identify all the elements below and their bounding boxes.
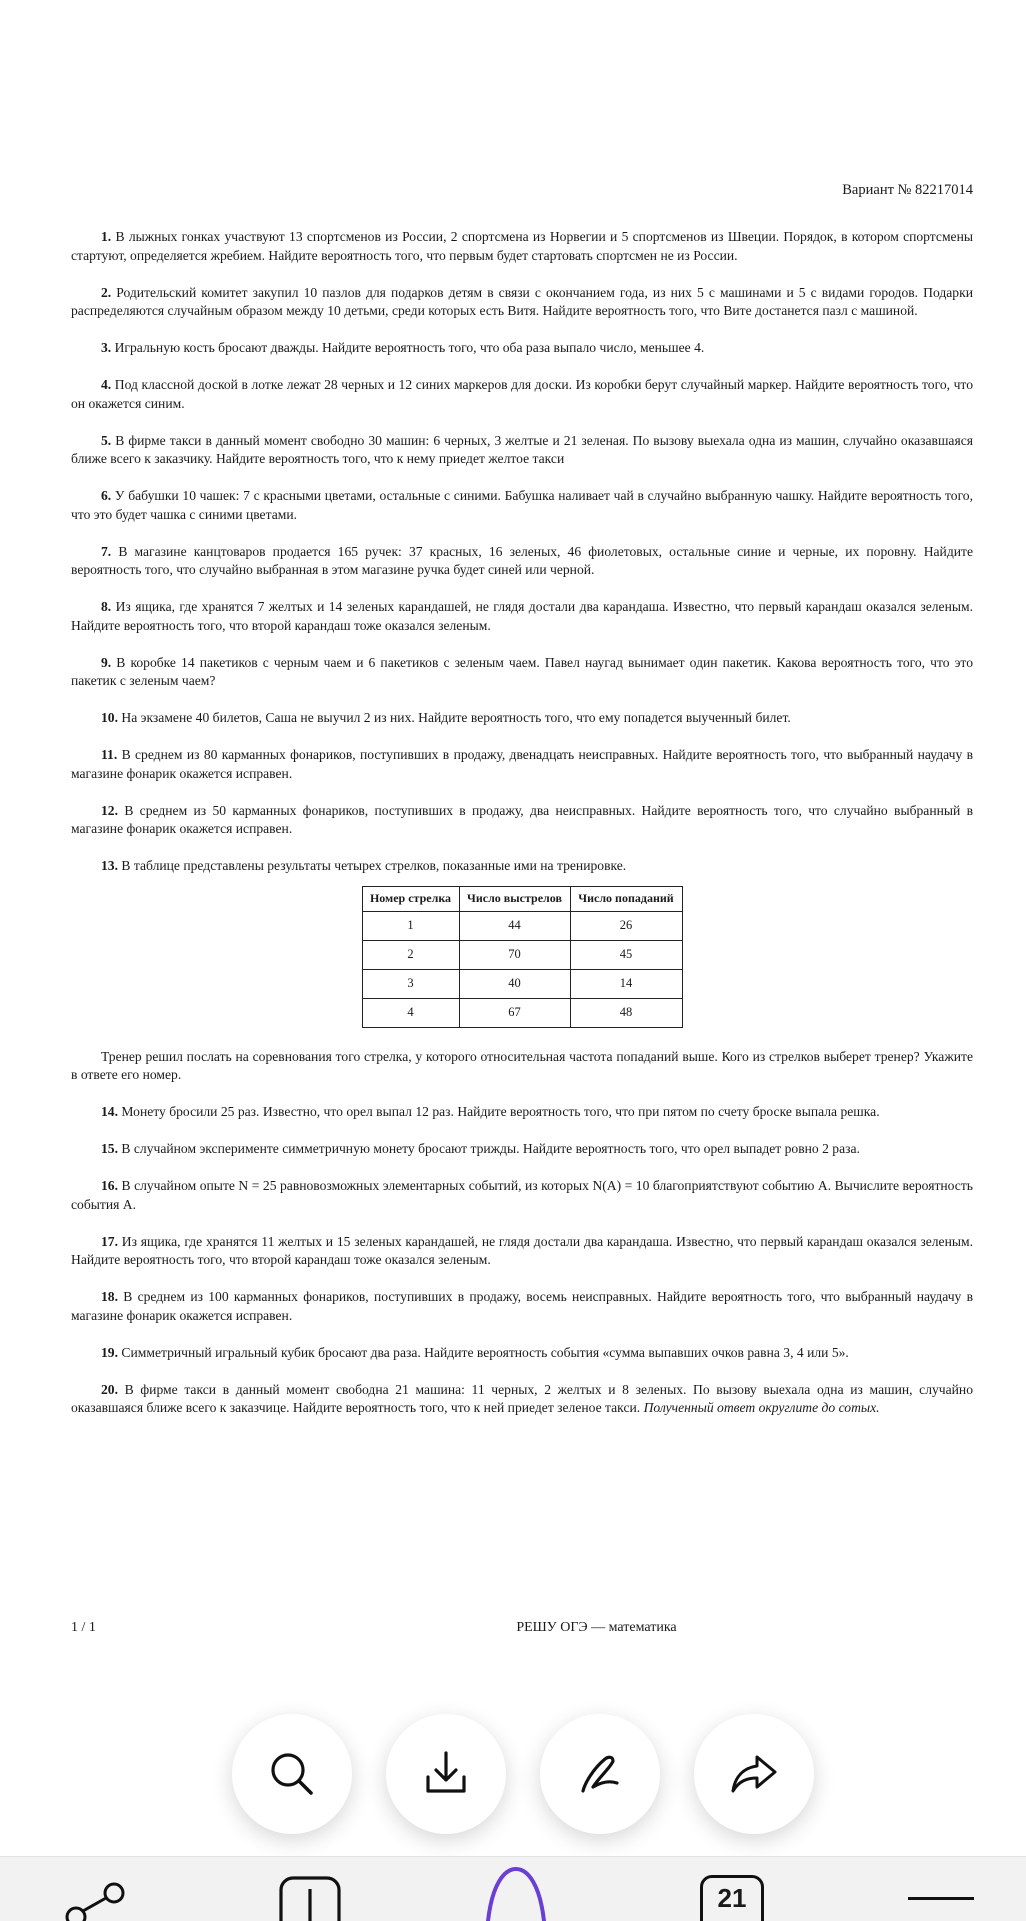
problem-number: 9. — [101, 654, 112, 670]
shooters-table — [362, 886, 683, 1028]
problem-text: В фирме такси в данный момент свободна 21 машина: 11 черных, 2 желтых и 8 зеленых. По вызову выехала одна из машин, случайно оказавшаяся ближе всего к заказчице. Найдите вероятность того, что к ней приедет зеленое такси. — [71, 1381, 973, 1415]
problem-text: На экзамене 40 билетов, Саша не выучил 2 из них. Найдите вероятность того, что ему попадется выученный билет. — [121, 710, 791, 725]
problem-number: 16. — [101, 1178, 118, 1193]
problem-number: 10. — [101, 710, 118, 725]
problem-text: В таблице представлены результаты четырех стрелков, показанные ими на тренировке. — [121, 858, 627, 873]
problem-number: 3. — [101, 340, 112, 355]
problem-text: В фирме такси в данный момент свободно 30 машин: 6 черных, 3 желтые и 21 зеленая. По вызову выехала одна из машин, случайно оказавшаяся ближе всего к заказчику. Найдите вероятность того, что к нему приедет желтое такси — [71, 432, 974, 466]
table-row — [362, 998, 682, 1027]
share-button[interactable] — [694, 1714, 814, 1834]
problem-number: 14. — [101, 1104, 118, 1119]
table-cell: 14 — [570, 969, 682, 998]
table-row — [362, 969, 682, 998]
column-header: Число попаданий — [570, 886, 682, 911]
problem-number: 2. — [101, 284, 112, 300]
problem-number: 13. — [101, 858, 118, 873]
problem-number: 17. — [101, 1233, 118, 1249]
download-icon — [419, 1747, 473, 1801]
problem-text: В магазине канцтоваров продается 165 ручек: 37 красных, 16 зеленых, 46 фиолетовых, остальные синие и черные, их поровну. Найдите вероятность того, что случайно выбранная в этом магазине ручка будет синей или черной. — [71, 543, 973, 577]
table-cell: 40 — [459, 969, 570, 998]
problem-text: Монету бросили 25 раз. Известно, что орел выпал 12 раз. Найдите вероятность того, что при пятом по счету броске выпала решка. — [121, 1104, 880, 1119]
home-icon[interactable] — [484, 1865, 548, 1921]
share-icon — [727, 1747, 781, 1801]
download-button[interactable] — [386, 1714, 506, 1834]
rounding-note: Полученный ответ округлите до сотых. — [643, 1400, 880, 1415]
tabs-counter[interactable] — [700, 1875, 764, 1921]
problem-number: 12. — [101, 802, 118, 818]
problem-7 — [71, 543, 973, 580]
search-icon — [265, 1747, 319, 1801]
problem-18 — [71, 1288, 973, 1325]
problem-3 — [71, 339, 973, 358]
problem-10 — [71, 709, 973, 728]
problem-text: Из ящика, где хранятся 11 желтых и 15 зеленых карандашей, не глядя достали два карандаша. Известно, что первый карандаш оказался зеленым. Найдите вероятность того, что второй карандаш тоже оказался зеленым. — [71, 1233, 973, 1267]
table-cell: 70 — [459, 940, 570, 969]
variant-number: Вариант № 82217014 — [842, 182, 973, 198]
table-cell: 44 — [459, 911, 570, 940]
share-nodes-icon[interactable] — [64, 1879, 128, 1921]
menu-icon[interactable] — [908, 1897, 974, 1900]
table-cell: 2 — [362, 940, 459, 969]
table-cell: 45 — [570, 940, 682, 969]
problem-number: 6. — [101, 488, 112, 503]
action-buttons — [232, 1714, 812, 1834]
tabs-count: 21 — [717, 1883, 747, 1913]
problem-number: 7. — [101, 543, 112, 559]
problem-text: Симметричный игральный кубик бросают два раза. Найдите вероятность события «сумма выпавших очков равна 3, 4 или 5». — [121, 1344, 849, 1360]
table-cell: 67 — [459, 998, 570, 1027]
problem-text: В лыжных гонках участвуют 13 спортсменов из России, 2 спортсмена из Норвегии и 5 спортсменов из Швеции. Порядок, в котором спортсмены стартуют, определяется жребием. Найдите вероятность того, что первым будет стартовать спортсмен не из России. — [71, 229, 973, 263]
pen-button[interactable] — [540, 1714, 660, 1834]
problem-13 — [71, 857, 973, 876]
problem-number: 18. — [101, 1289, 118, 1304]
problem-list — [71, 228, 973, 1436]
column-header: Номер стрелка — [362, 886, 459, 911]
pen-icon — [573, 1747, 627, 1801]
problem-8 — [71, 598, 973, 635]
problem-text: В среднем из 80 карманных фонариков, поступивших в продажу, двенадцать неисправных. Найдите вероятность того, что выбранный наудачу в магазине фонарик окажется исправен. — [71, 747, 974, 781]
add-icon[interactable] — [278, 1875, 342, 1921]
problem-text: В случайном эксперименте симметричную монету бросают трижды. Найдите вероятность того, что орел выпадет ровно 2 раза. — [121, 1141, 860, 1156]
problem-text: Родительский комитет закупил 10 пазлов для подарков детям в связи с окончанием года, из них 5 с машинами и 5 с видами городов. Подарки распределяются случайным образом между 10 детьми, среди которых есть Витя. Найдите вероятность того, что Вите достанется пазл с машиной. — [71, 284, 973, 318]
table-cell: 3 — [362, 969, 459, 998]
problem-number: 11. — [101, 747, 118, 762]
table-row — [362, 940, 682, 969]
problem-20 — [71, 1381, 973, 1418]
problem-17 — [71, 1233, 973, 1270]
problem-number: 15. — [101, 1141, 118, 1156]
problem-number: 4. — [101, 377, 112, 392]
problem-text: В среднем из 100 карманных фонариков, поступивших в продажу, восемь неисправных. Найдите вероятность того, что выбранный наудачу в магазине фонарик окажется исправен. — [71, 1289, 973, 1323]
problem-number: 20. — [101, 1381, 118, 1397]
problem-text: В среднем из 50 карманных фонариков, поступивших в продажу, два неисправных. Найдите вероятность того, что случайно выбранный в магазине фонарик окажется исправен. — [71, 802, 974, 836]
problem-number: 19. — [101, 1344, 118, 1360]
table-cell: 4 — [362, 998, 459, 1027]
problem-11 — [71, 746, 973, 783]
table-header-row — [362, 886, 682, 911]
problem-6 — [71, 487, 973, 524]
problem-text: Под классной доской в лотке лежат 28 черных и 12 синих маркеров для доски. Из коробки берут случайный маркер. Найдите вероятность того, что он окажется синим. — [71, 377, 973, 411]
problem-15 — [71, 1140, 973, 1159]
problem-text: У бабушки 10 чашек: 7 с красными цветами, остальные с синими. Бабушка наливает чай в случайно выбранную чашку. Найдите вероятность того, что это будет чашка с синими цветами. — [71, 488, 974, 522]
problem-number: 8. — [101, 599, 112, 614]
page-counter: 1 / 1 — [71, 1620, 96, 1635]
problem-9 — [71, 654, 973, 691]
problem-text: Игральную кость бросают дважды. Найдите вероятность того, что оба раза выпало число, меньшее 4. — [114, 340, 705, 355]
problem-4 — [71, 376, 973, 413]
problem-16 — [71, 1177, 973, 1214]
problem-number: 5. — [101, 432, 112, 448]
problem-2 — [71, 284, 973, 321]
table-cell: 1 — [362, 911, 459, 940]
problem-12 — [71, 802, 973, 839]
search-button[interactable] — [232, 1714, 352, 1834]
problem-text: В случайном опыте N = 25 равновозможных элементарных событий, из которых N(A) = 10 благоприятствуют событию A. Вычислите вероятность события A. — [71, 1178, 973, 1212]
table-cell: 48 — [570, 998, 682, 1027]
problem-14 — [71, 1103, 973, 1122]
problem-19 — [71, 1344, 973, 1363]
bottom-nav-bar — [0, 1856, 1026, 1921]
problem-text: В коробке 14 пакетиков с черным чаем и 6 пакетиков с зеленым чаем. Павел наугад вынимает один пакетик. Какова вероятность того, что это пакетик с зеленым чаем? — [71, 654, 973, 688]
problem-13-followup: Тренер решил послать на соревнования того стрелка, у которого относительная частота попаданий выше. Кого из стрелков выберет тренер? Укажите в ответе его номер. — [71, 1048, 973, 1082]
table-cell: 26 — [570, 911, 682, 940]
problem-5 — [71, 432, 973, 469]
column-header: Число выстрелов — [459, 886, 570, 911]
table-row — [362, 911, 682, 940]
problem-1 — [71, 228, 973, 265]
problem-text: Из ящика, где хранятся 7 желтых и 14 зеленых карандашей, не глядя достали два карандаша. Известно, что первый карандаш оказался зеленым. Найдите вероятность того, что второй карандаш тоже оказался зеленым. — [71, 599, 974, 633]
problem-number: 1. — [101, 229, 112, 244]
site-footer: РЕШУ ОГЭ — математика — [516, 1620, 677, 1635]
